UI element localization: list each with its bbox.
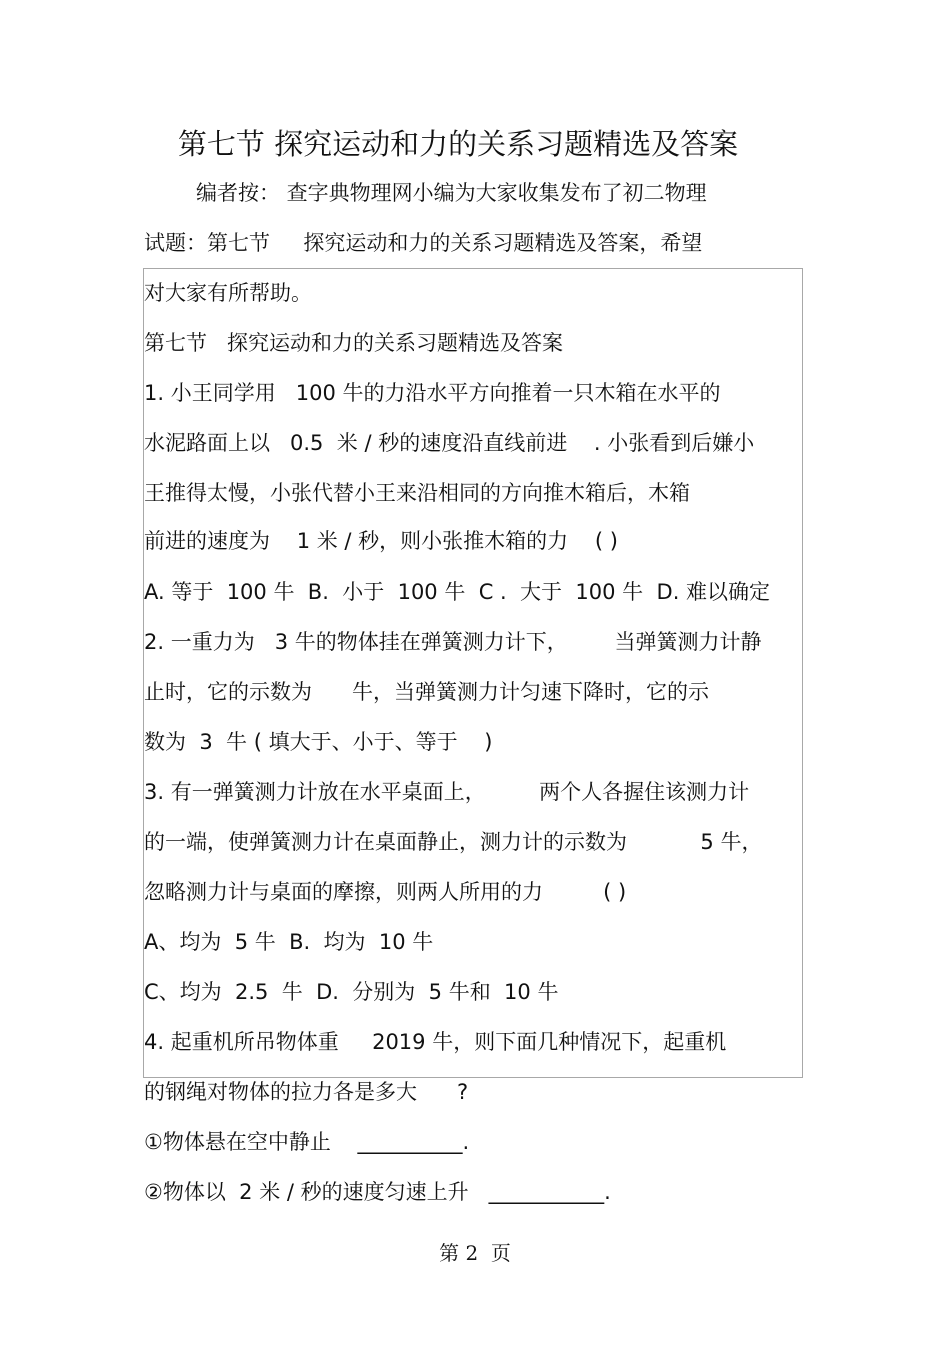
intro-line-2: 试题：第七节 探究运动和力的关系习题精选及答案，希望 <box>144 231 703 255</box>
page-title: 第七节 探究运动和力的关系习题精选及答案 <box>177 127 739 161</box>
question-1-line-4: 前进的速度为 1 米 / 秒，则小张推木箱的力 ( ) <box>144 529 618 553</box>
question-2-line-1: 2. 一重力为 3 牛的物体挂在弹簧测力计下， 当弹簧测力计静 <box>144 630 762 654</box>
question-4-item-1: ①物体悬在空中静止 __________. <box>144 1130 470 1154</box>
question-1-line-2: 水泥路面上以 0.5 米 / 秒的速度沿直线前进 . 小张看到后嫌小 <box>144 431 755 455</box>
question-3-options-ab: A、均为 5 牛 B. 均为 10 牛 <box>144 930 434 954</box>
section-heading: 第七节 探究运动和力的关系习题精选及答案 <box>144 331 564 355</box>
page-number: 第 2 页 <box>439 1241 511 1265</box>
question-1-line-3: 王推得太慢，小张代替小王来沿相同的方向推木箱后，木箱 <box>144 481 690 505</box>
question-3-options-cd: C、均为 2.5 牛 D. 分别为 5 牛和 10 牛 <box>144 980 559 1004</box>
intro-line-1: 编者按： 查字典物理网小编为大家收集发布了初二物理 <box>196 181 707 205</box>
question-4-line-1: 4. 起重机所吊物体重 2019 牛，则下面几种情况下，起重机 <box>144 1030 727 1054</box>
question-2-line-3: 数为 3 牛 ( 填大于、小于、等于 ) <box>144 730 493 754</box>
question-2-line-2: 止时，它的示数为 牛，当弹簧测力计匀速下降时，它的示 <box>144 680 710 704</box>
question-4-item-2: ②物体以 2 米 / 秒的速度匀速上升 ___________. <box>144 1180 611 1204</box>
question-3-line-3: 忽略测力计与桌面的摩擦，则两人所用的力 ( ) <box>144 880 627 904</box>
question-1-options: A. 等于 100 牛 B. 小于 100 牛 C . 大于 100 牛 D. 难以确定 <box>144 580 771 604</box>
question-1-line-1: 1. 小王同学用 100 牛的力沿水平方向推着一只木箱在水平的 <box>144 381 721 405</box>
question-3-line-2: 的一端，使弹簧测力计在桌面静止，测力计的示数为 5 牛， <box>144 830 763 854</box>
question-4-line-2: 的钢绳对物体的拉力各是多大 ? <box>144 1080 469 1104</box>
question-3-line-1: 3. 有一弹簧测力计放在水平桌面上， 两个人各握住该测力计 <box>144 780 750 804</box>
intro-line-3: 对大家有所帮助。 <box>144 281 312 305</box>
